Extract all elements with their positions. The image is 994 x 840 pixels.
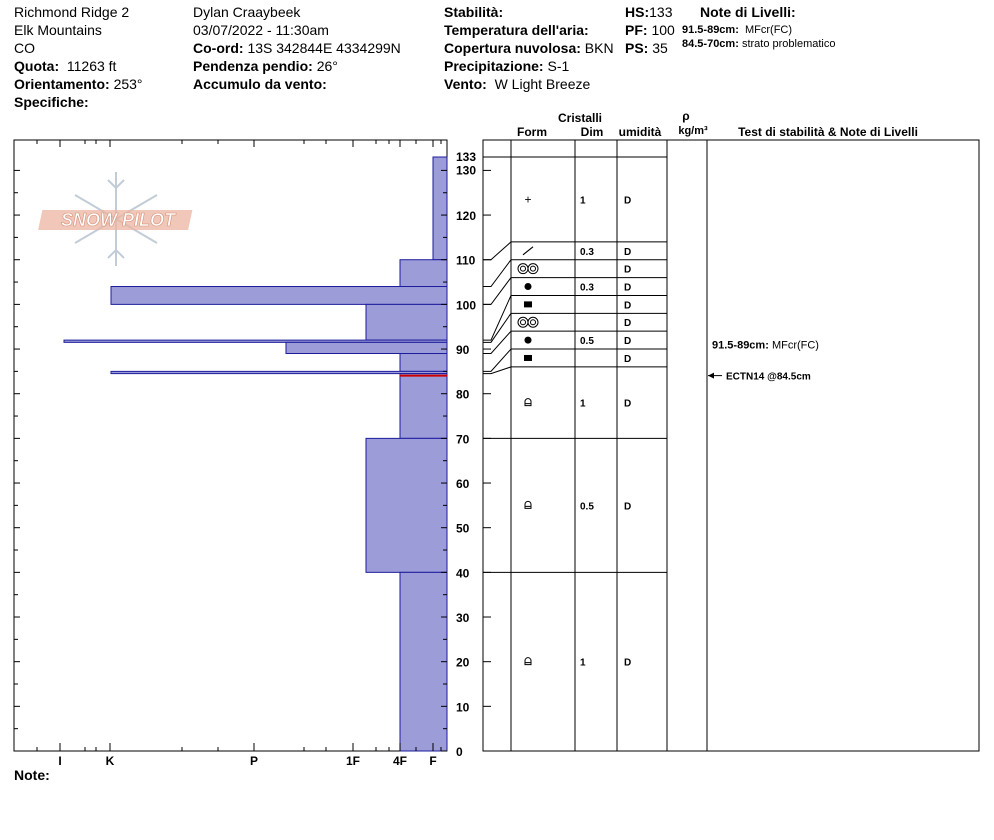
snowpilot-logo	[38, 172, 192, 266]
hardness-bar-10	[400, 572, 447, 751]
form-symbol-square	[524, 355, 532, 361]
layer-moisture: D	[624, 336, 632, 348]
pf-value: 100	[651, 22, 675, 38]
observation-datetime: 03/07/2022 - 11:30am	[193, 22, 329, 38]
depth-tick-label: 130	[456, 163, 477, 178]
layer-moisture: D	[624, 300, 632, 312]
circle-outer	[518, 317, 528, 327]
layer-dim: 0.3	[580, 282, 594, 294]
aspect-label: Orientamento:	[14, 76, 110, 92]
hardness-scale-label: P	[249, 754, 259, 768]
sky-value: BKN	[584, 40, 614, 56]
stability-test-result: ECTN14 @84.5cm	[726, 371, 811, 383]
slope-value: 26°	[316, 58, 338, 74]
hardness-scale-label: 1F	[345, 754, 361, 768]
layer-moisture: D	[624, 282, 632, 294]
layer-note-1-range: 91.5-89cm:	[682, 24, 739, 36]
elevation-value: 11263 ft	[66, 58, 117, 74]
precip-label: Precipitazione:	[444, 58, 544, 74]
sky-label: Copertura nuvolosa:	[444, 40, 581, 56]
form-symbol-double-circle	[518, 264, 538, 274]
layer-moisture: D	[624, 264, 632, 276]
hardness-bar-6	[400, 354, 447, 372]
layer-moisture: D	[624, 318, 632, 330]
crystals-header: Cristalli	[557, 111, 603, 125]
depth-tick-label: 133	[456, 150, 477, 164]
hardness-bar-5	[286, 342, 447, 353]
depth-tick-label: 40	[456, 566, 470, 581]
precip-value: S-1	[547, 58, 570, 74]
layer-dim: 0.5	[580, 336, 594, 348]
layer-note-annotation: 91.5-89cm: MFcr(FC)	[712, 339, 819, 352]
depth-connector	[483, 278, 511, 305]
hs-value: 133	[649, 4, 673, 20]
hardness-scale-label: F	[429, 754, 437, 768]
stratigraphy-frame	[483, 140, 979, 751]
layer-moisture: D	[624, 246, 632, 258]
circle-outer	[518, 264, 528, 274]
layer-moisture: D	[624, 501, 632, 513]
mountain-range: Elk Mountains	[14, 22, 102, 38]
layer-dim: 0.3	[580, 246, 594, 258]
layer-notes-title: Note di Livelli:	[700, 4, 796, 20]
depth-tick-label: 50	[456, 521, 470, 536]
hardness-bar-7	[111, 371, 447, 373]
layer-note-2-range: 84.5-70cm:	[682, 38, 739, 50]
circle-outer	[528, 264, 538, 274]
depth-tick-label: 110	[456, 253, 476, 268]
form-symbol-dot	[525, 337, 532, 344]
density-unit-header: kg/m³	[678, 125, 708, 137]
moisture-header: umidità	[618, 125, 662, 139]
wind-label: Vento:	[444, 76, 487, 92]
form-symbol-cup	[525, 658, 531, 665]
circle-inner	[531, 266, 536, 271]
tests-header: Test di stabilità & Note di Livelli	[738, 125, 918, 139]
observer-name: Dylan Craaybeek	[193, 4, 301, 20]
layer-dim: 0.5	[580, 501, 594, 513]
specifics-label: Specifiche:	[14, 94, 89, 110]
hardness-bar-1	[400, 260, 447, 287]
circle-outer	[528, 317, 538, 327]
layer-dim: 1	[580, 398, 586, 410]
air-temp-label: Temperatura dell'aria:	[444, 22, 589, 38]
circle-inner	[531, 320, 536, 325]
form-symbol-cup	[525, 501, 531, 508]
layer-dim: 1	[580, 657, 586, 669]
coord-value: 13S 342844E 4334299N	[247, 40, 401, 56]
ps-value: 35	[652, 40, 668, 56]
hardness-scale-label: I	[58, 754, 62, 768]
hardness-scale-label: 4F	[392, 754, 408, 768]
state: CO	[14, 40, 35, 56]
depth-tick-label: 80	[456, 387, 470, 402]
hardness-bar-3	[366, 304, 447, 340]
layer-moisture: D	[624, 657, 632, 669]
depth-connector	[483, 242, 511, 260]
depth-tick-label: 30	[456, 611, 470, 626]
pf-label: PF:	[625, 22, 648, 38]
dim-header: Dim	[580, 125, 604, 139]
circle-inner	[521, 320, 526, 325]
slope-label: Pendenza pendio:	[193, 58, 313, 74]
form-symbol-dot	[525, 283, 532, 290]
elevation-label: Quota:	[14, 58, 60, 74]
layer-moisture: D	[624, 398, 632, 410]
wind-loading-label: Accumulo da vento:	[193, 76, 327, 92]
depth-tick-label: 120	[456, 209, 477, 224]
aspect-value: 253°	[113, 76, 143, 92]
hardness-scale-label: K	[105, 754, 115, 768]
form-symbol-plus: +	[524, 192, 532, 207]
hardness-bar-2	[111, 287, 447, 305]
depth-tick-label: 70	[456, 432, 470, 447]
location-name: Richmond Ridge 2	[14, 4, 130, 20]
logo-text: SNOW PILOT	[61, 210, 175, 230]
layer-dim: 1	[580, 195, 586, 207]
layer-moisture: D	[624, 353, 632, 365]
layer-note-1-text: MFcr(FC)	[745, 24, 793, 36]
form-symbol-square	[524, 301, 532, 307]
depth-tick-label: 90	[456, 343, 470, 358]
depth-tick-label: 20	[456, 655, 470, 670]
form-symbol-double-circle	[518, 317, 538, 327]
ps-label: PS:	[625, 40, 649, 56]
coord-label: Co-ord:	[193, 40, 244, 56]
stability-label: Stabilità:	[444, 4, 504, 20]
wind-value: W Light Breeze	[494, 76, 591, 92]
hardness-bar-0	[433, 157, 447, 260]
depth-tick-label: 60	[456, 477, 470, 492]
depth-tick-label: 0	[456, 745, 463, 759]
form-symbol-slash	[523, 247, 533, 255]
depth-tick-label: 100	[456, 298, 477, 313]
circle-inner	[521, 266, 526, 271]
hs-label: HS:	[625, 4, 650, 20]
test-arrow-head	[708, 373, 714, 379]
form-symbol-cup	[525, 399, 531, 406]
rho-header: ρ	[682, 109, 690, 123]
hardness-bar-9	[366, 438, 447, 572]
depth-connector	[483, 367, 511, 374]
depth-tick-label: 10	[456, 700, 470, 715]
notes-label: Note:	[14, 767, 50, 783]
hardness-bar-8	[400, 374, 447, 439]
form-header: Form	[517, 125, 547, 139]
layer-moisture: D	[624, 195, 632, 207]
layer-note-2-text: strato problematico	[741, 38, 836, 50]
